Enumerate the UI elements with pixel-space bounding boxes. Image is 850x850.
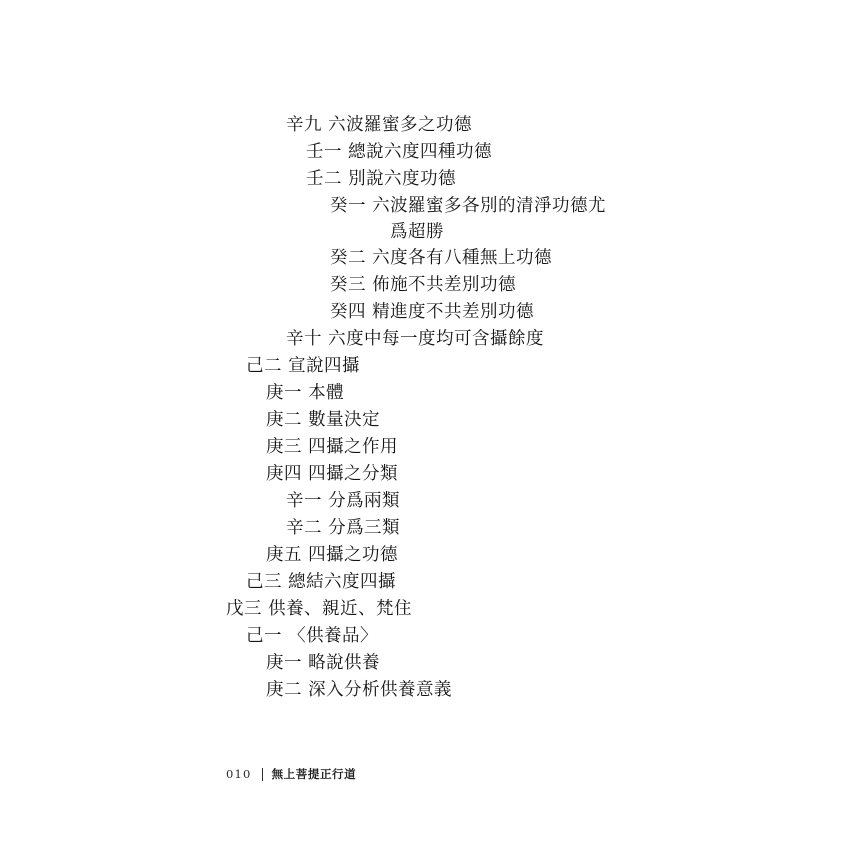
toc-entry: 庚二 深入分析供養意義	[266, 680, 453, 700]
toc-entry: 庚三 四攝之作用	[266, 437, 399, 457]
footer-divider	[262, 768, 263, 781]
toc-entry: 己三 總結六度四攝	[246, 572, 397, 592]
toc-entry: 辛九 六波羅蜜多之功德	[286, 115, 473, 135]
toc-entry: 辛十 六度中每一度均可含攝餘度	[286, 329, 545, 349]
toc-entry: 癸一 六波羅蜜多各別的清淨功德尤	[330, 196, 607, 216]
toc-entry: 癸二 六度各有八種無上功德	[330, 248, 553, 268]
toc-entry: 癸四 精進度不共差別功德	[330, 302, 535, 322]
page-footer	[226, 766, 356, 782]
table-of-contents	[0, 112, 850, 704]
toc-entry: 癸三 佈施不共差別功德	[330, 275, 517, 295]
toc-entry: 庚一 本體	[266, 383, 345, 403]
toc-entry: 辛一 分爲兩類	[286, 491, 401, 511]
toc-entry: 己一 〈供養品〉	[246, 626, 379, 646]
toc-entry: 辛二 分爲三類	[286, 518, 401, 538]
toc-entry: 庚二 數量決定	[266, 410, 381, 430]
toc-entry: 壬一 總說六度四種功德	[306, 142, 493, 162]
toc-entry: 壬二 別說六度功德	[306, 169, 457, 189]
toc-entry: 己二 宣說四攝	[246, 356, 361, 376]
page-number: 010	[226, 767, 252, 781]
toc-entry: 庚一 略說供養	[266, 653, 381, 673]
running-title: 無上菩提正行道	[271, 767, 357, 781]
toc-entry: 爲超勝	[390, 222, 444, 242]
toc-entry: 庚四 四攝之分類	[266, 464, 399, 484]
toc-entry: 戊三 供養、親近、梵住	[226, 599, 413, 619]
toc-entry: 庚五 四攝之功德	[266, 545, 399, 565]
